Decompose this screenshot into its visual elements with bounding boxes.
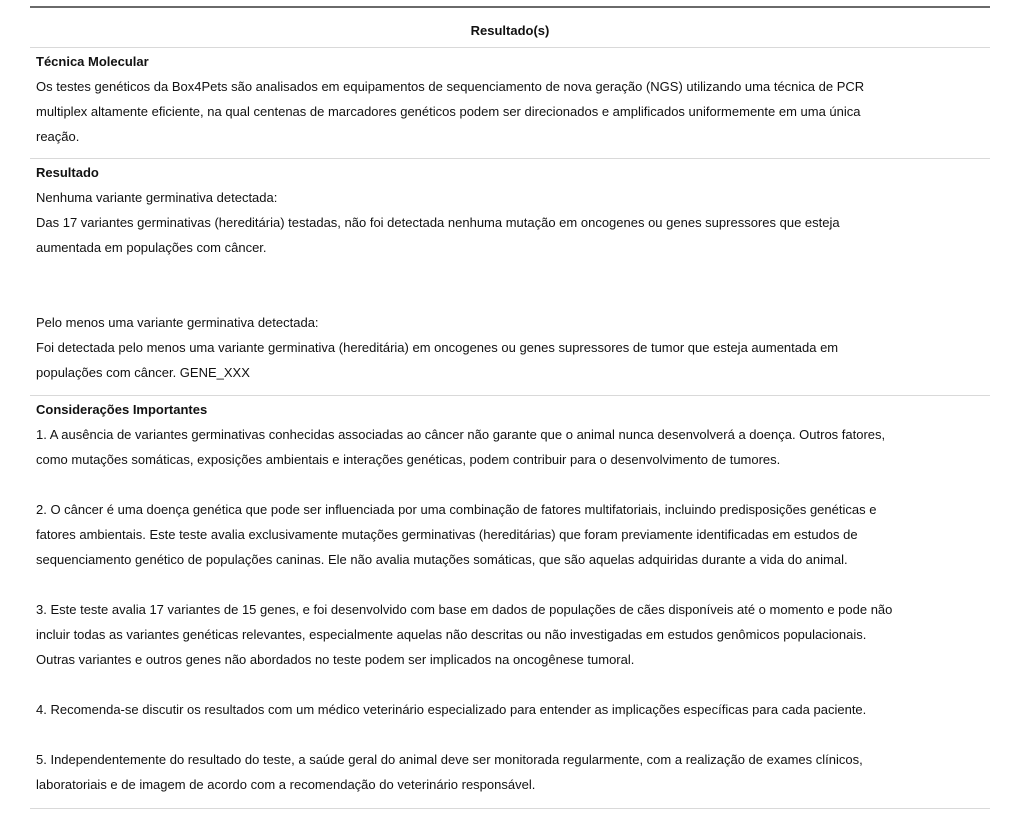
text-line: multiplex altamente eficiente, na qual centenas de marcadores genéticos podem ser direcionados e amplificados uniformemente em uma única: [36, 104, 861, 119]
text-line: Das 17 variantes germinativas (hereditária) testadas, não foi detectada nenhuma mutação em oncogenes ou genes supressores que esteja: [36, 215, 840, 230]
section-molecular-technique: [30, 48, 990, 159]
text-line: 5. Independentemente do resultado do teste, a saúde geral do animal deve ser monitorada regularmente, com a realização de exames clínicos,: [36, 752, 863, 767]
consideration-item: [36, 422, 984, 472]
spacer: [36, 722, 984, 747]
text-line: 3. Este teste avalia 17 variantes de 15 genes, e foi desenvolvido com base em dados de populações de cães disponíveis até o momento e pode não: [36, 602, 893, 617]
section-important-considerations: [30, 396, 990, 809]
results-header: [30, 8, 990, 48]
consideration-item: [36, 597, 984, 672]
text-line: 2. O câncer é uma doença genética que pode ser influenciada por uma combinação de fatores multifatoriais, incluindo predisposições genéticas e: [36, 502, 877, 517]
section-title: Resultado: [36, 165, 99, 180]
text-line: como mutações somáticas, exposições ambientais e interações genéticas, podem contribuir para o desenvolvimento de tumores.: [36, 452, 781, 467]
spacer: [36, 572, 984, 597]
section-result: [30, 159, 990, 396]
spacer: [36, 472, 984, 497]
text-line: reação.: [36, 129, 80, 144]
text-line: 4. Recomenda-se discutir os resultados com um médico veterinário especializado para entender as implicações específicas para cada paciente.: [36, 702, 867, 717]
text-line: Foi detectada pelo menos uma variante germinativa (hereditária) em oncogenes ou genes supressores de tumor que esteja aumentada em: [36, 340, 839, 355]
text-line: sequenciamento genético de populações caninas. Ele não avalia mutações somáticas, que são aquelas adquiridas durante a vida do animal.: [36, 552, 848, 567]
spacer: [36, 260, 984, 310]
consideration-item: [36, 497, 984, 572]
text-line: Outras variantes e outros genes não abordados no teste podem ser implicados na oncogênese tumoral.: [36, 652, 635, 667]
text-line: populações com câncer. GENE_XXX: [36, 365, 250, 380]
results-title: Resultado(s): [470, 23, 550, 38]
consideration-item: [36, 697, 984, 722]
results-report: [30, 6, 990, 809]
text-line: laboratoriais e de imagem de acordo com a recomendação do veterinário responsável.: [36, 777, 536, 792]
text-line: incluir todas as variantes genéticas relevantes, especialmente aquelas não descritas ou não investigadas em estudos genômicos populacionais.: [36, 627, 867, 642]
text-line: aumentada em populações com câncer.: [36, 240, 267, 255]
consideration-item: [36, 747, 984, 797]
section-title: Considerações Importantes: [36, 402, 208, 417]
section-title: Técnica Molecular: [36, 54, 149, 69]
variant-detected-label: Pelo menos uma variante germinativa detectada:: [36, 315, 319, 330]
spacer: [36, 672, 984, 697]
text-line: Os testes genéticos da Box4Pets são analisados em equipamentos de sequenciamento de nova geração (NGS) utilizando uma técnica de PCR: [36, 79, 865, 94]
text-line: fatores ambientais. Este teste avalia exclusivamente mutações germinativas (hereditárias) que foram previamente identificadas em estudos de: [36, 527, 858, 542]
no-variant-label: Nenhuma variante germinativa detectada:: [36, 190, 278, 205]
text-line: 1. A ausência de variantes germinativas conhecidas associadas ao câncer não garante que o animal nunca desenvolverá a doença. Outros fatores,: [36, 427, 886, 442]
